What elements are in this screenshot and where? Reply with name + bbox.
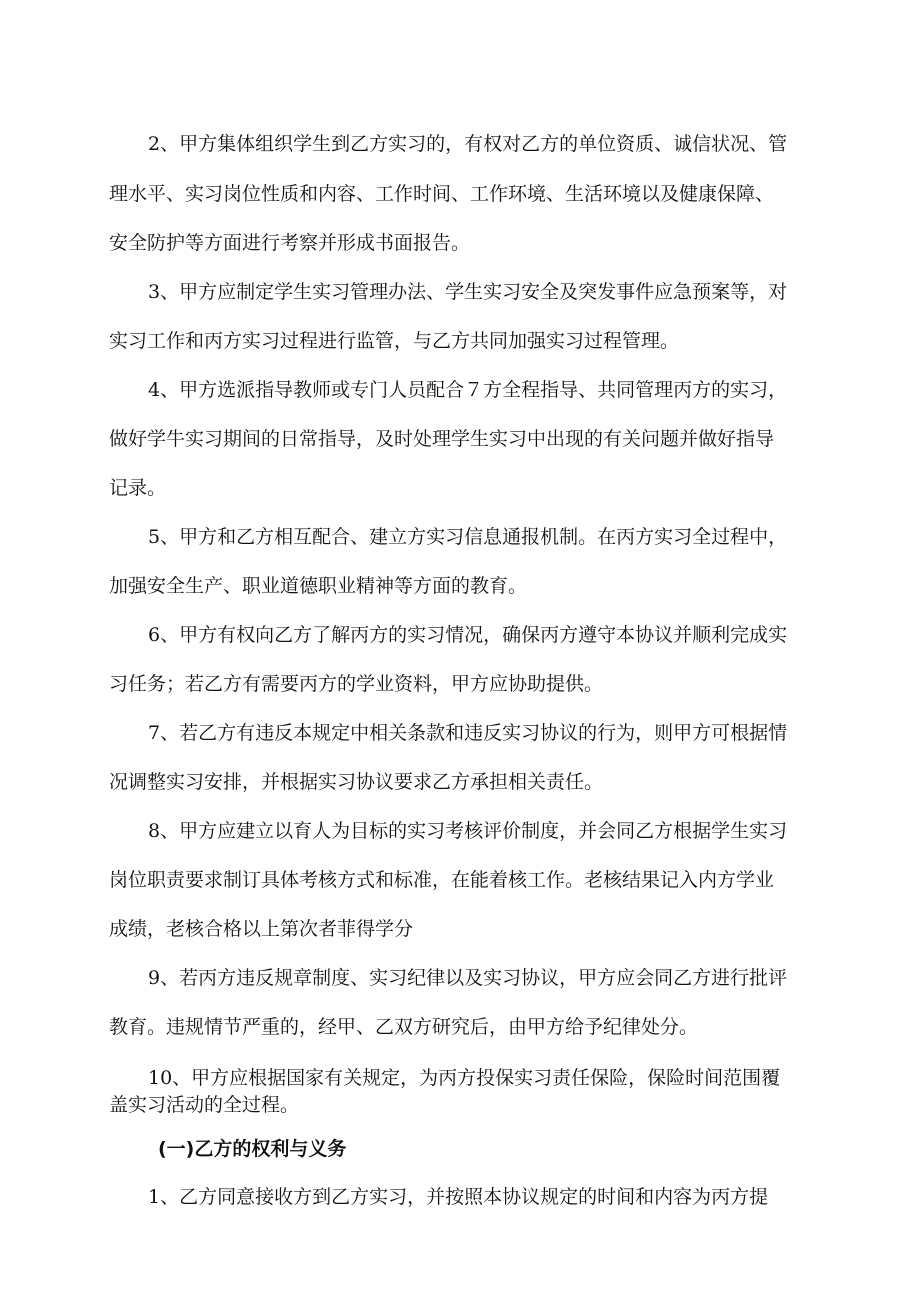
paragraph-9-line-1: 9、若丙方违反规章制度、实习纪律以及实习协议，甲方应会同乙方进行批评	[148, 967, 788, 989]
paragraph-2-line-2: 理水平、实习岗位性质和内容、工作时间、工作环境、生活环境以及健康保障、	[109, 183, 775, 205]
paragraph-6-line-2: 习任务；若乙方有需要丙方的学业资料，甲方应协助提供。	[109, 673, 604, 695]
paragraph-3-line-1: 3、甲方应制定学生实习管理办法、学生实习安全及突发事件应急预案等，对	[148, 281, 788, 303]
paragraph-3-line-2: 实习工作和丙方实习过程进行监管，与乙方共同加强实习过程管理。	[109, 330, 680, 352]
paragraph-9-line-2: 教育。违规情节严重的，经甲、乙双方研究后，由甲方给予纪律处分。	[109, 1016, 699, 1038]
paragraph-4-line-3: 记录。	[109, 477, 167, 499]
paragraph-4-line-2: 做好学牛实习期间的日常指导，及时处理学生实习中出现的有关问题并做好指导	[109, 428, 775, 450]
paragraph-6-line-1: 6、甲方有权向乙方了解丙方的实习情况，确保丙方遵守本协议并顺利完成实	[148, 624, 788, 646]
paragraph-10-line-1: 10、甲方应根据国家有关规定，为丙方投保实习责任保险，保险时间范围覆	[148, 1067, 781, 1089]
paragraph-11-line-1: 1、乙方同意接收方到乙方实习，并按照本协议规定的时间和内容为丙方提	[148, 1186, 769, 1208]
paragraph-5-line-1: 5、甲方和乙方相互配合、建立方实习信息通报机制。在丙方实习全过程中，	[148, 526, 788, 548]
paragraph-8-line-3: 成绩，老核合格以上第次者菲得学分	[109, 918, 414, 940]
paragraph-8-line-2: 岗位职责要求制订具体考核方式和标准，在能着核工作。老核结果记入内方学业	[109, 869, 775, 891]
paragraph-7-line-2: 况调整实习安排，并根据实习协议要求乙方承担相关责任。	[109, 771, 604, 793]
paragraph-4-line-1: 4、甲方选派指导教师或专门人员配合７方全程指导、共同管理丙方的实习，	[148, 379, 788, 401]
paragraph-10-line-2: 盖实习活动的全过程。	[109, 1094, 300, 1116]
paragraph-7-line-1: 7、若乙方有违反本规定中相关条款和违反实习协议的行为，则甲方可根据情	[148, 722, 788, 744]
section-heading: (一)乙方的权利与义务	[158, 1138, 347, 1160]
paragraph-5-line-2: 加强安全生产、职业道德职业精神等方面的教育。	[109, 575, 528, 597]
paragraph-8-line-1: 8、甲方应建立以育人为目标的实习考核评价制度，并会同乙方根据学生实习	[148, 820, 788, 842]
paragraph-2-line-3: 安全防护等方面进行考察并形成书面报告。	[109, 232, 471, 254]
paragraph-2-line-1: 2、甲方集体组织学生到乙方实习的，有权对乙方的单位资质、诚信状况、管	[148, 133, 788, 155]
